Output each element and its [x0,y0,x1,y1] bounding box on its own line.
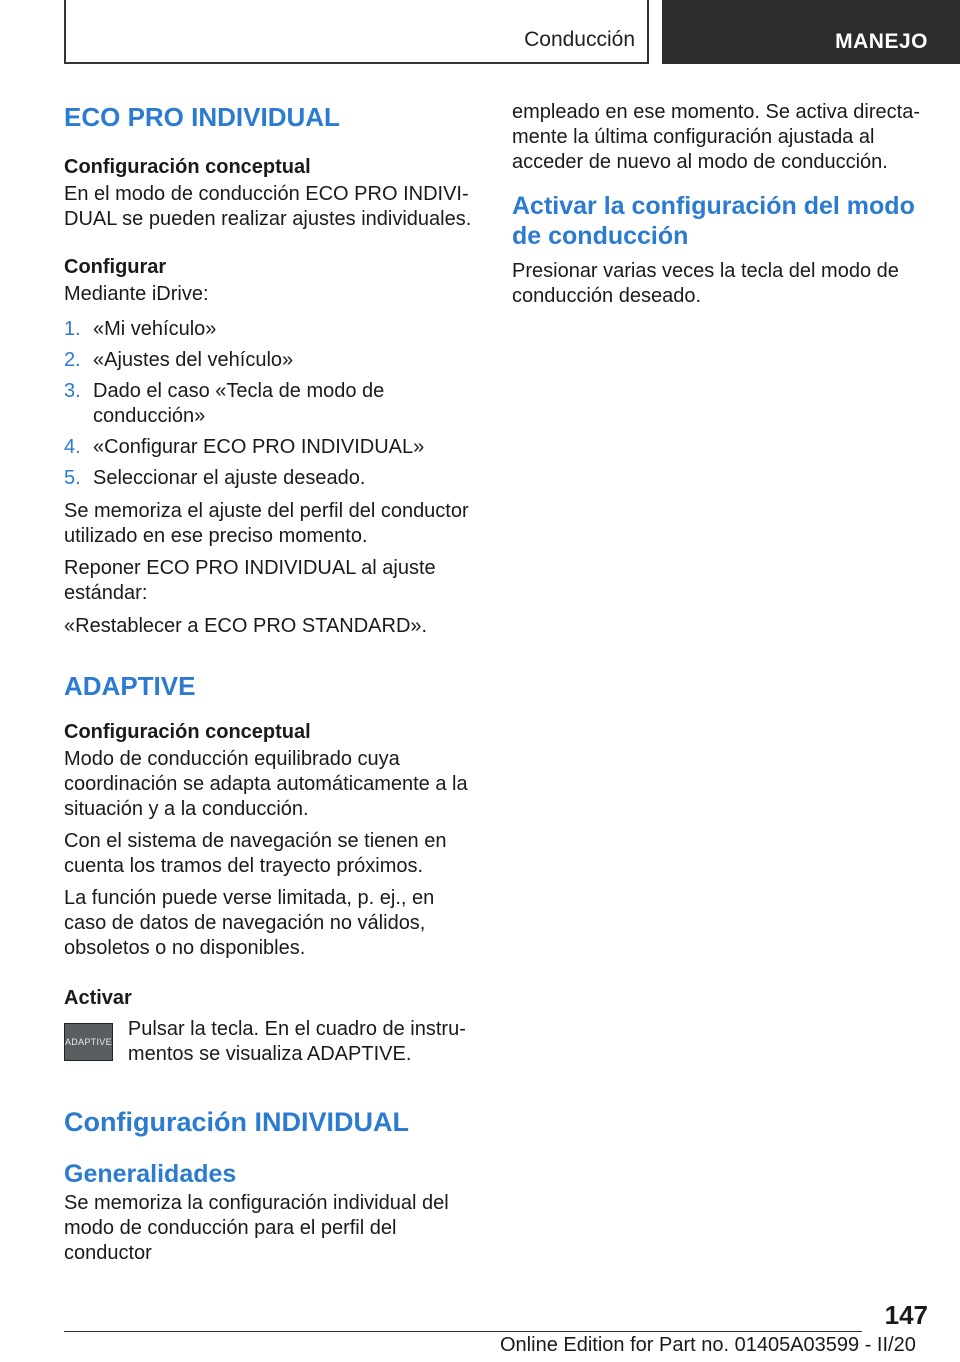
eco-pro-individual-title: ECO PRO INDIVIDUAL [64,102,340,132]
step-text: Dado el caso «Tecla de modo de conducción» [93,380,385,427]
general-heading: Generalidades [64,1160,237,1188]
activar-text: Pulsar la tecla. En el cuadro de instrumentos se visualiza ADAPTIVE. [127,1018,466,1065]
config-heading: Configurar [64,256,167,278]
header-chapter-tab [662,0,960,64]
list-item [64,348,476,373]
config-steps-list [64,317,476,491]
adaptive-concept-heading: Configuración conceptual [64,721,311,743]
step-text: «Ajustes del vehículo» [93,349,294,371]
adaptive-paragraph-3: La función puede verse limitada, p. ej., en caso de datos de navegación no válidos, obsoletos o no disponibles. [64,887,435,959]
left-column [64,100,476,1266]
step-text: Seleccionar el ajuste deseado. [93,467,366,489]
footer-edition: Online Edition for Part no. 01405A03599 - II/20 [500,1334,916,1356]
concept-text: En el modo de conducción ECO PRO INDIVIDUAL se pueden realizar ajustes individuales. [64,183,472,230]
step-number: 2. [64,349,81,371]
continued-text: empleado en ese momento. Se activa directamente la última configuración ajustada al acceder de nuevo al modo de conducción. [512,101,921,173]
adaptive-button-image: ADAPTIVE [64,1023,113,1061]
individual-title: Configuración INDIVIDUAL [64,1107,409,1137]
adaptive-paragraph-2: Con el sistema de navegación se tienen en cuenta los tramos del trayecto próximos. [64,830,447,877]
step-text: «Configurar ECO PRO INDIVIDUAL» [93,436,425,458]
activate-config-text: Presionar varias veces la tecla del modo de conducción deseado. [512,260,899,307]
list-item [64,317,476,342]
step-text: «Mi vehículo» [93,318,217,340]
general-text: Se memoriza la configuración individual del modo de conducción para el perfil del conductor [64,1192,449,1264]
adaptive-title: ADAPTIVE [64,671,196,701]
list-item [64,435,476,460]
step-number: 4. [64,436,81,458]
list-item [64,379,476,429]
activar-heading: Activar [64,987,132,1009]
reset-option: «Restablecer a ECO PRO STANDARD». [64,615,428,637]
concept-heading: Configuración conceptual [64,156,311,178]
step-number: 1. [64,318,81,340]
page-number: 147 [884,1300,928,1330]
adaptive-paragraph-1: Modo de conducción equilibrado cuya coordinación se adapta automáticamente a la situación y a la conducción. [64,748,468,820]
list-item [64,466,476,491]
activate-config-heading: Activar la configuración del modo de conducción [512,192,915,250]
right-column [512,100,932,309]
header-section-title: Conducción [524,28,635,51]
footer-divider [64,1331,862,1332]
header-chapter-title: MANEJO [835,30,928,53]
config-intro: Mediante iDrive: [64,283,209,305]
step-number: 3. [64,380,81,402]
reset-text: Reponer ECO PRO INDIVIDUAL al ajuste estándar: [64,557,436,604]
step-number: 5. [64,467,81,489]
memo-text: Se memoriza el ajuste del perfil del conductor utilizado en ese preciso momento. [64,500,469,547]
activar-row [64,1017,476,1067]
